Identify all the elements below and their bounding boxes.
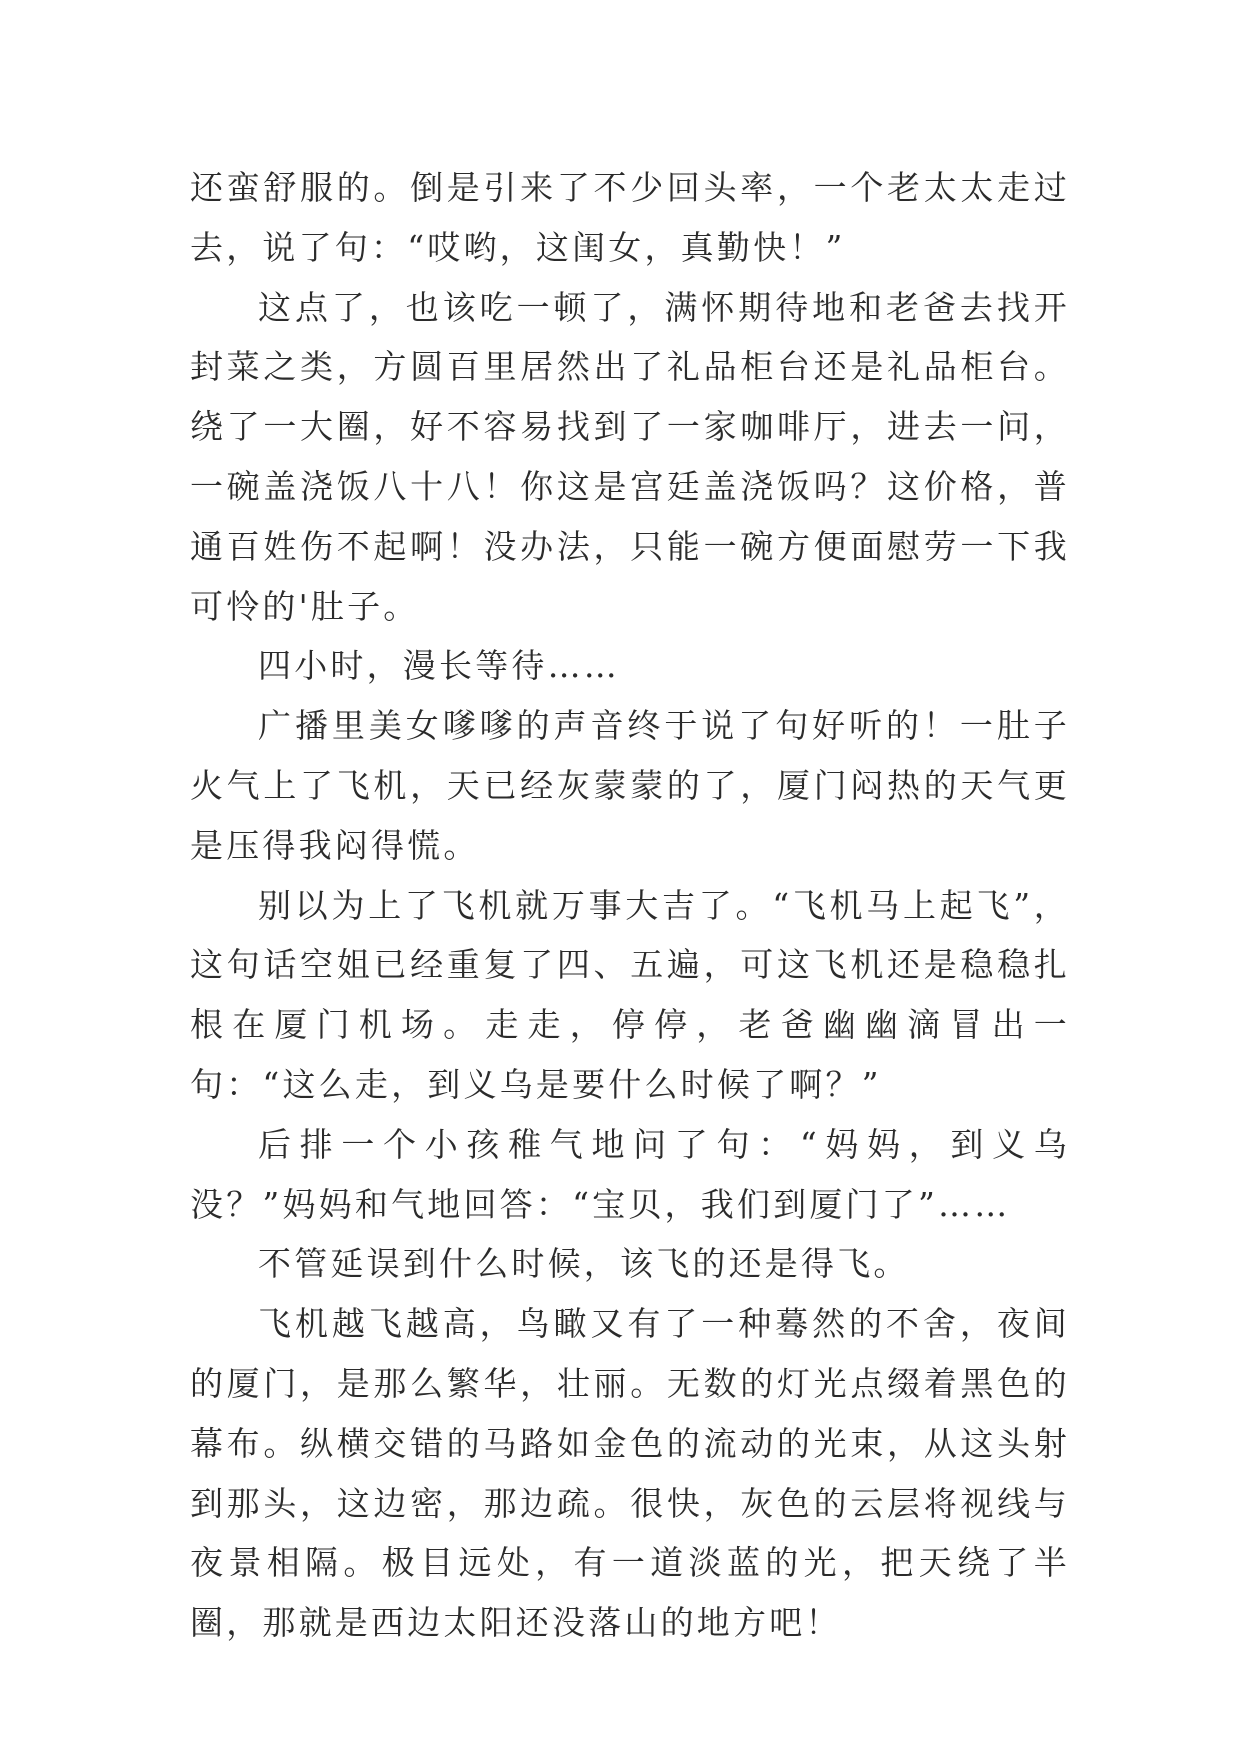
- paragraph-5: 别以为上了飞机就万事大吉了。“飞机马上起飞”，这句话空姐已经重复了四、五遍，可这飞机还是稳稳扎根在厦门机场。走走，停停，老爸幽幽滴冒出一句：“这么走，到义乌是要什么时候了啊？”: [190, 885, 1070, 1104]
- paragraph-6: 后排一个小孩稚气地问了句：“妈妈，到义乌没？”妈妈和气地回答：“宝贝，我们到厦门了”……: [190, 1124, 1070, 1224]
- paragraph-2: 这点了，也该吃一顿了，满怀期待地和老爸去找开封菜之类，方圆百里居然出了礼品柜台还是礼品柜台。绕了一大圈，好不容易找到了一家咖啡厅，进去一问，一碗盖浇饭八十八！你这是宫廷盖浇饭吗？这价格，普通百姓伤不起啊！没办法，只能一碗方便面慰劳一下我可怜的'肚子。: [190, 287, 1070, 626]
- document-body: [190, 158, 1070, 1653]
- paragraph-7: 不管延误到什么时候，该飞的还是得飞。: [258, 1244, 910, 1284]
- paragraph-8: 飞机越飞越高，鸟瞰又有了一种蓦然的不舍，夜间的厦门，是那么繁华，壮丽。无数的灯光点缀着黑色的幕布。纵横交错的马路如金色的流动的光束，从这头射到那头，这边密，那边疏。很快，灰色的云层将视线与夜景相隔。极目远处，有一道淡蓝的光，把天绕了半圈，那就是西边太阳还没落山的地方吧！: [190, 1304, 1070, 1643]
- paragraph-3: 四小时，漫长等待……: [258, 646, 620, 686]
- paragraph-4: 广播里美女嗲嗲的声音终于说了句好听的！一肚子火气上了飞机，天已经灰蒙蒙的了，厦门闷热的天气更是压得我闷得慌。: [190, 706, 1070, 865]
- paragraph-1: 还蛮舒服的。倒是引来了不少回头率，一个老太太走过去，说了句：“哎哟，这闺女，真勤快！”: [190, 168, 1070, 267]
